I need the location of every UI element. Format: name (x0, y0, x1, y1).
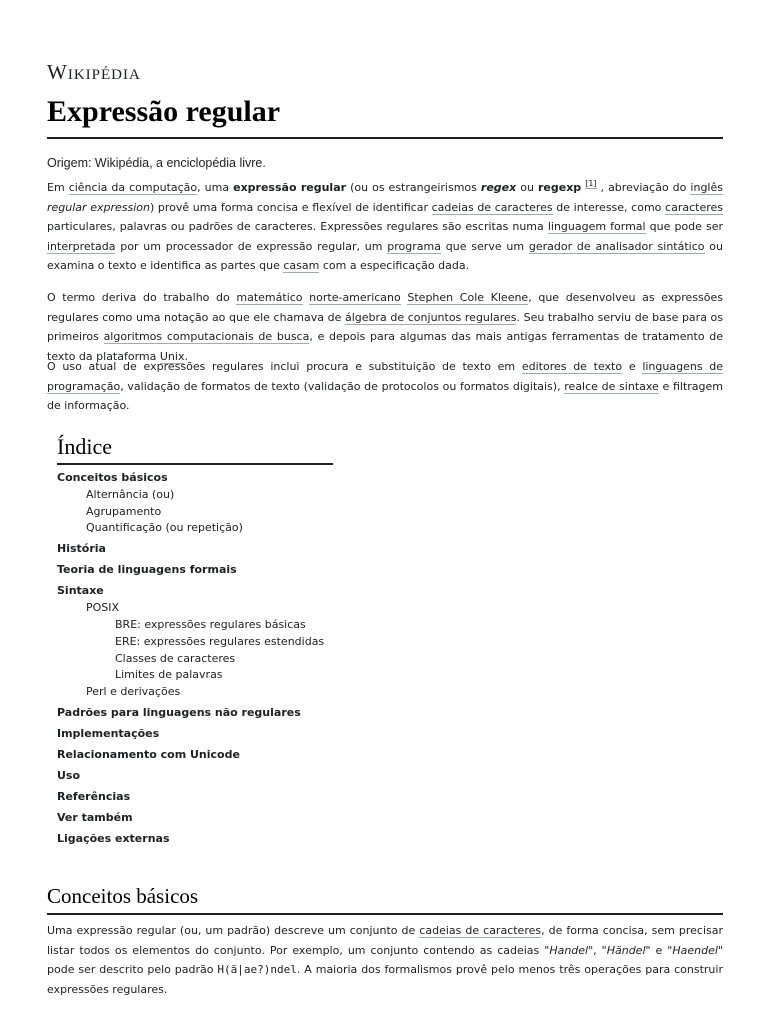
text: com a especificação dada. (319, 259, 470, 272)
toc-item[interactable]: Agrupamento (86, 504, 162, 518)
text: O uso atual de expressões regulares inclui procura e substituição de texto em (47, 360, 522, 373)
link-interpretada[interactable]: interpretada (47, 239, 116, 253)
link-gerador-analisador[interactable]: gerador de analisador sintático (528, 239, 705, 253)
bold-italic-term: regex (480, 181, 517, 194)
link-cadeias-caracteres[interactable]: cadeias de caracteres (419, 924, 542, 937)
text: por um processador de expressão regular, um (115, 239, 388, 253)
text: ", " (588, 943, 607, 957)
text: , validação de formatos de texto (validação de protocolos ou formatos digitais), (120, 379, 565, 393)
text: " pode ser descrito pelo padrão (47, 943, 723, 976)
text: particulares, palavras ou padrões de caracteres. Expressões regulares são escritas numa (47, 220, 548, 233)
link-linguagens-programacao[interactable]: linguagens de programação (47, 360, 724, 393)
link-matematico[interactable]: matemático (236, 291, 303, 304)
text: , uma (197, 181, 234, 194)
link-caracteres[interactable]: caracteres (665, 200, 723, 214)
toc-item[interactable]: Ver também (57, 811, 133, 825)
text: ) provê uma forma concisa e flexível de identificar (149, 200, 432, 214)
link-unix[interactable]: Unix (159, 349, 185, 363)
text: e filtragem de informação. (47, 379, 723, 412)
toc-item[interactable]: Quantificação (ou repetição) (86, 521, 243, 535)
bold-term: regexp (537, 181, 582, 194)
table-of-contents (57, 470, 324, 848)
link-cadeias-caracteres[interactable]: cadeias de caracteres (431, 200, 553, 214)
title-divider (47, 137, 723, 139)
link-realce-sintaxe[interactable]: realce de sintaxe (564, 379, 659, 393)
toc-item[interactable]: Relacionamento com Unicode (57, 748, 240, 762)
text: que serve um (440, 239, 529, 253)
toc-item[interactable]: Uso (57, 769, 81, 783)
italic-term: Händel (606, 943, 646, 957)
text: que pode ser (645, 220, 724, 233)
toc-item[interactable]: Ligações externas (57, 832, 170, 846)
text: (ou os estrangeirismos (346, 181, 481, 194)
toc-item[interactable]: Teoria de linguagens formais (57, 563, 237, 577)
text: O termo deriva do trabalho do (47, 291, 237, 304)
page-title: Expressão regular (47, 95, 281, 128)
toc-item[interactable]: Alternância (ou) (86, 487, 175, 501)
link-algoritmos-busca[interactable]: algoritmos computacionais de busca (103, 330, 310, 343)
link-ciencia-computacao[interactable]: ciência da computação (68, 181, 198, 194)
link-programa[interactable]: programa (387, 239, 441, 253)
link-norte-americano[interactable]: norte-americano (309, 291, 401, 304)
toc-divider (57, 463, 333, 465)
text: ou (516, 181, 538, 194)
toc-item[interactable]: Referências (57, 790, 131, 804)
text: Em (47, 181, 69, 194)
text: ou examina o texto e identifica as partes que (47, 239, 723, 272)
link-ingles[interactable]: inglês (690, 181, 723, 194)
italic-term: Handel (549, 943, 589, 957)
link-editores-texto[interactable]: editores de texto (521, 360, 623, 373)
wikipedia-logo[interactable]: Wikipédia (47, 60, 141, 84)
reference-link[interactable]: [1] (585, 179, 597, 189)
text: " e " (645, 943, 673, 957)
text: , que desenvolveu as expressões regulares como uma notação ao que ele chamava de (47, 291, 724, 324)
text: Uma expressão regular (ou, um padrão) descreve um conjunto de (47, 924, 420, 937)
link-algebra-conjuntos[interactable]: álgebra de conjuntos regulares (345, 310, 517, 324)
intro-paragraph-1 (47, 178, 723, 276)
bold-term: expressão regular (233, 181, 347, 194)
section-divider (47, 913, 723, 915)
link-casam[interactable]: casam (283, 259, 320, 272)
toc-item[interactable]: Classes de caracteres (115, 651, 236, 665)
toc-item[interactable]: História (57, 542, 106, 556)
toc-item[interactable]: Sintaxe (57, 584, 104, 598)
section-paragraph (47, 921, 723, 999)
text: de interesse, como (552, 200, 666, 214)
toc-item[interactable]: Limites de palavras (115, 668, 223, 682)
from-line: Origem: Wikipédia, a enciclopédia livre. (47, 156, 266, 170)
toc-item[interactable]: ERE: expressões regulares estendidas (115, 634, 325, 648)
link-linguagem-formal[interactable]: linguagem formal (547, 220, 646, 233)
code-pattern: H(ä|ae?)ndel (217, 963, 297, 976)
toc-title: Índice (57, 434, 112, 459)
text: , e depois para algumas das mais antigas ferramentas de tratamento de texto da plataforma (47, 330, 724, 363)
text: e (622, 360, 643, 373)
link-stephen-kleene[interactable]: Stephen Cole Kleene (407, 291, 529, 304)
italic-term: Haendel (672, 943, 718, 957)
text: . Seu trabalho serviu de base para os primeiros (47, 310, 724, 343)
text: . A maioria dos formalismos provê pelo menos três operações para construir expressões regulares. (47, 963, 723, 996)
intro-paragraph-3 (47, 357, 723, 416)
section-heading-conceitos: Conceitos básicos (47, 884, 199, 908)
text: . (184, 349, 188, 363)
toc-item[interactable]: Implementações (57, 727, 160, 741)
toc-item[interactable]: Conceitos básicos (57, 471, 168, 484)
toc-item[interactable]: Padrões para linguagens não regulares (57, 706, 301, 720)
toc-item[interactable]: POSIX (86, 601, 120, 615)
text: , abreviação do (596, 181, 691, 194)
toc-item[interactable]: Perl e derivações (86, 685, 181, 699)
intro-paragraph-2 (47, 288, 723, 366)
text: , de forma concisa, sem precisar listar todos os elementos do conjunto. Por exemplo, um conjunto contendo as cadeias " (47, 924, 723, 957)
italic-term: regular expression (47, 200, 150, 214)
toc-item[interactable]: BRE: expressões regulares básicas (115, 617, 306, 631)
